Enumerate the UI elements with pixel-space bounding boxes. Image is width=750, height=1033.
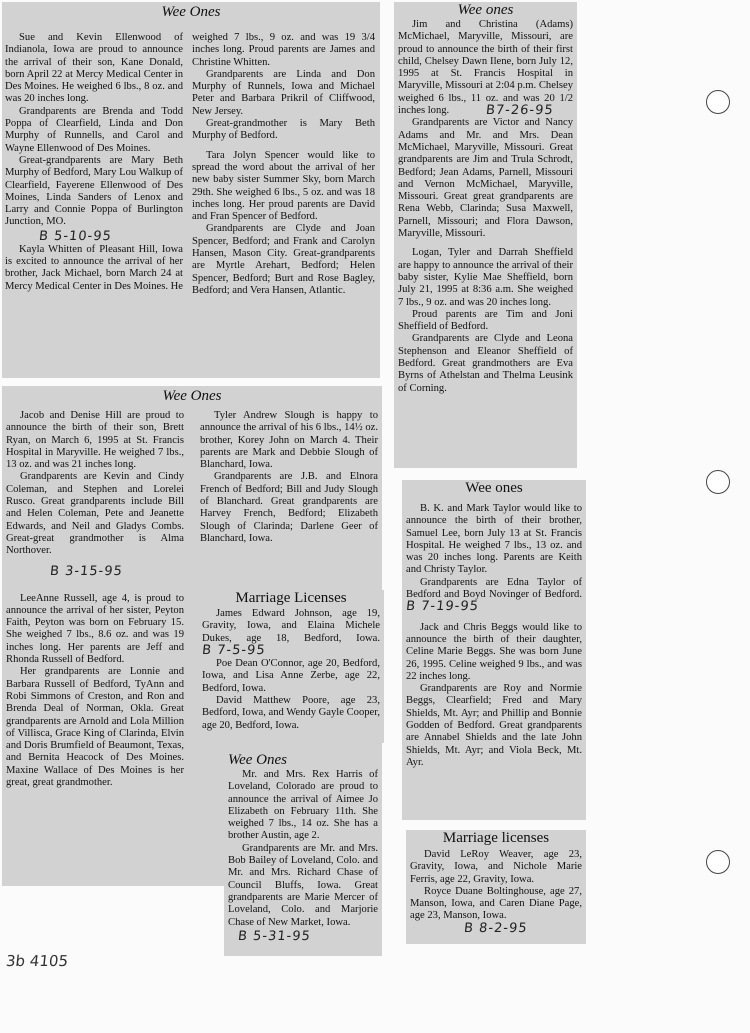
birth-announcement: Great-grandparents are Mary Beth Murphy of Bedford, Mary Lou Walkup of Clearfield, Fayerene Ellenwood of Des Moines, Linda Sanders of Lenox and Larry and Connie Poppa of Burlington Junction, MO. [5,154,183,228]
binder-hole-icon [706,90,730,114]
clipping-heading: Wee ones [465,480,523,496]
birth-announcement: Proud parents are Tim and Joni Sheffield of Bedford. [398,308,573,333]
birth-announcement: Grandparents are J.B. and Elnora French of Bedford; Bill and Judy Slough of Blanchard. Great grandparents are Harvey French, Bedford; Elizabeth Slough of Clarinda; Darlene Geer of Blanchard, Iowa. [200,471,378,544]
birth-announcement: Her grandparents are Lonnie and Barbara Russell of Bedford, TyAnn and Robi Simmons of Creston, and Ron and Brenda Deal of Norman, Okla. Great grandparents are Arnold and Lola Million of Villisca, Grace King of Clarinda, Elvin and Doris Brumfield of Beaumont, Texas, and Bernita Heacock of Des Moines. Maxine Wallace of Des Moines is her great, great grandmother. [6,666,184,789]
clipping-heading: Marriage Licenses [235,590,347,606]
marriage-license-entry: David LeRoy Weaver, age 23, Gravity, Iowa, and Nichole Marie Ferris, age 22, Gravity, Iowa. [410,849,582,885]
clipping-marriage-licenses-1 [198,590,384,743]
marriage-license-entry: Poe Dean O'Connor, age 20, Bedford, Iowa, and Lisa Anne Zerbe, age 22, Bedford, Iowa. [202,658,380,694]
birth-announcement: Grandparents are Mr. and Mrs. Bob Bailey of Loveland, Colo. and Mr. and Mrs. Richard Chase of Council Bluffs, Iowa. Great grandparents are Marie Mercer of Loveland, Colo. and Marjorie Chase of New Market, Iowa. [228,842,378,928]
birth-announcement: Mr. and Mrs. Rex Harris of Loveland, Colorado are proud to announce the arrival of Aimee Jo Elizabeth on February 11th. She weighed 7 lbs., 14 oz. She has a brother Austin, age 2. [228,769,378,842]
birth-announcement: Kayla Whitten of Pleasant Hill, Iowa is excited to announce the arrival of her brother, Jack Michael, born March 24 at Mercy Medical Center in Des Moines. He [5,243,183,292]
birth-announcement: Grandparents are Roy and Normie Beggs, Clearfield; Fred and Mary Shields, Mt. Ayr; and Phillip and Bonnie Godden of Bedford. Great grandparents are Annabel Shields and the late John Shields, Mt. Ayr; and Viola Beck, Mt. Ayr. [406,683,582,768]
birth-announcement: Grandparents are Linda and Don Murphy of Runnels, Iowa and Michael Peter and Barbara Prikril of Cliffwood, New Jersey. [192,68,375,117]
birth-announcement: Tara Jolyn Spencer would like to spread the word about the arrival of her new baby sister Summer Sky, born March 29th. She weighed 6 lbs., 5 oz. and was 18 inches long. Her proud parents are David and Fran Spencer of Bedford. [192,149,375,223]
marriage-license-entry: Royce Duane Boltinghouse, age 27, Manson, Iowa, and Caren Diane Page, age 23, Manson, Iowa. [410,885,582,922]
birth-announcement: Grandparents are Brenda and Todd Poppa of Clearfield, Linda and Don Murphy of Runnells, and Carol and Wayne Ellenwood of Des Moines. [5,105,183,154]
handwritten-date: B 5-10-95 [38,228,113,244]
birth-announcement: Jacob and Denise Hill are proud to announce the birth of their son, Brett Ryan, on March 6, 1995 at St. Francis Hospital in Maryville. He weighed 7 lbs., 13 oz. and was 21 inches long. [6,410,184,471]
birth-announcement: Great-grandmother is Mary Beth Murphy of Bedford. [192,118,375,142]
handwritten-page-number: 3b 4105 [5,952,69,970]
clipping-wee-ones-2 [394,2,577,468]
clipping-column-left [6,410,184,789]
birth-announcement: Grandparents are Clyde and Joan Spencer, Bedford; and Frank and Carolyn Hansen, Mason City. Great-grandparents are Myrtle Arehart, Bedford; Helen Spencer, Bedford; Burt and Rose Bagley, Bedford; and Vera Hansen, Atlantic. [192,223,375,296]
handwritten-date: B7-26-95 [485,103,555,119]
clipping-heading: Marriage licenses [442,830,550,846]
birth-announcement: Sue and Kevin Ellenwood of Indianola, Iowa are proud to announce the arrival of their son, Kane Donald, born April 22 at Mercy Medical Center in Des Moines. He weighed 6 lbs., 8 oz. and was 20 inches long. [5,32,183,105]
clipping-wee-ones-4 [224,752,382,956]
handwritten-date: B 3-15-95 [49,563,124,579]
birth-announcement: B. K. and Mark Taylor would like to announce the birth of their brother, Samuel Lee, born July 13 at St. Francis Hospital. He weighed 7 lbs., 13 oz. and was 20 inches long. Parents are Keith and Christy Taylor. [406,503,582,576]
handwritten-date: B 7-5-95 [201,642,267,658]
birth-announcement: Grandparents are Victor and Nancy Adams and Mr. and Mrs. Dean McMichael, Maryville, Missouri. Great grandparents are Jim and Trula Schrodt, Bedford; Jean Adams, Parnell, Missouri and Vernon McMichael, Maryville, Missouri. Great great grandparents are Rena Webb, Clarinda; Susa Maxwell, Parnell, Missouri; and Flora Dawson, Maryville, Missouri. [398,117,573,240]
marriage-license-entry [202,608,380,658]
entry-text: Grandparents are Edna Taylor of Bedford and Boyd Novinger of Bedford. [406,576,582,601]
clipping-heading: Wee ones [457,2,514,18]
birth-announcement: Grandparents are Clyde and Leona Stephenson and Eleanor Sheffield of Bedford. Great grandmothers are Eva Byrns of Athelstan and Thelma Leusink of Corning. [398,333,573,394]
binder-hole-icon [706,470,730,494]
birth-announcement: Logan, Tyler and Darrah Sheffield are happy to announce the arrival of their baby sister, Kylie Mae Sheffield, born July 21, 1995 at 8:36 a.m. She weighed 7 lbs., 9 oz. and was 20 inches long. [398,247,574,308]
handwritten-date: B 7-19-95 [405,599,480,615]
clipping-heading: Wee Ones [161,4,221,20]
birth-announcement: Jack and Chris Beggs would like to announce the birth of their daughter, Celine Marie Beggs. She was born June 26, 1995. Celine weighed 9 lbs., and was 22 inches long. [406,621,582,682]
handwritten-date: B 5-31-95 [237,928,312,944]
birth-announcement [406,577,582,615]
binder-hole-icon [706,850,730,874]
marriage-license-entry: David Matthew Poore, age 23, Bedford, Iowa, and Wendy Gayle Cooper, age 20, Bedford, Iowa. [202,695,380,731]
birth-announcement: Jim and Christina (Adams) McMichael, Maryville, Missouri, are proud to announce the birth of their first child, Chelsey Dawn Ilene, born July 12, 1995 at St. Francis Hospital in Maryville, Missouri at 2:04 p.m. Chelsey weighed 6 lbs., 11 oz. and was 20 1/2 inches long. [398,19,573,117]
clipping-wee-ones-1 [2,2,380,378]
handwritten-date: B 8-2-95 [463,920,529,936]
clipping-column-left [5,32,183,293]
birth-announcement: Tyler Andrew Slough is happy to announce the arrival of his 6 lbs., 14½ oz. brother, Korey John on March 4. Their parents are Mark and Debbie Slough of Blanchard, Iowa. [200,410,378,471]
entry-text: James Edward Johnson, age 19, Gravity, Iowa, and Elaina Michele Dukes, age 18, Bedford, Iowa. [202,608,380,644]
birth-announcement: weighed 7 lbs., 9 oz. and was 19 3/4 inches long. Proud parents are James and Christine Whitten. [192,32,375,68]
clipping-wee-ones-5 [402,480,586,820]
clipping-heading: Wee Ones [228,752,288,768]
clipping-column-right [192,32,375,297]
birth-announcement: Grandparents are Kevin and Cindy Coleman, and Stephen and Lorelei Rusco. Great grandparents include Bill and Helen Coleman, Pete and Jeanette Edwards, and Neil and Gladys Combs. Great-great grandmother is Alma Northover. [6,471,184,557]
clipping-column-right [200,410,378,545]
clipping-heading: Wee Ones [162,388,222,404]
clipping-marriage-licenses-2 [406,830,586,944]
birth-announcement: LeeAnne Russell, age 4, is proud to announce the arrival of her sister, Peyton Faith, Peyton was born on February 15. She weighed 7 lbs., 8.6 oz. and was 19 inches long. Her parents are Jeff and Rhonda Russell of Bedford. [6,592,184,666]
